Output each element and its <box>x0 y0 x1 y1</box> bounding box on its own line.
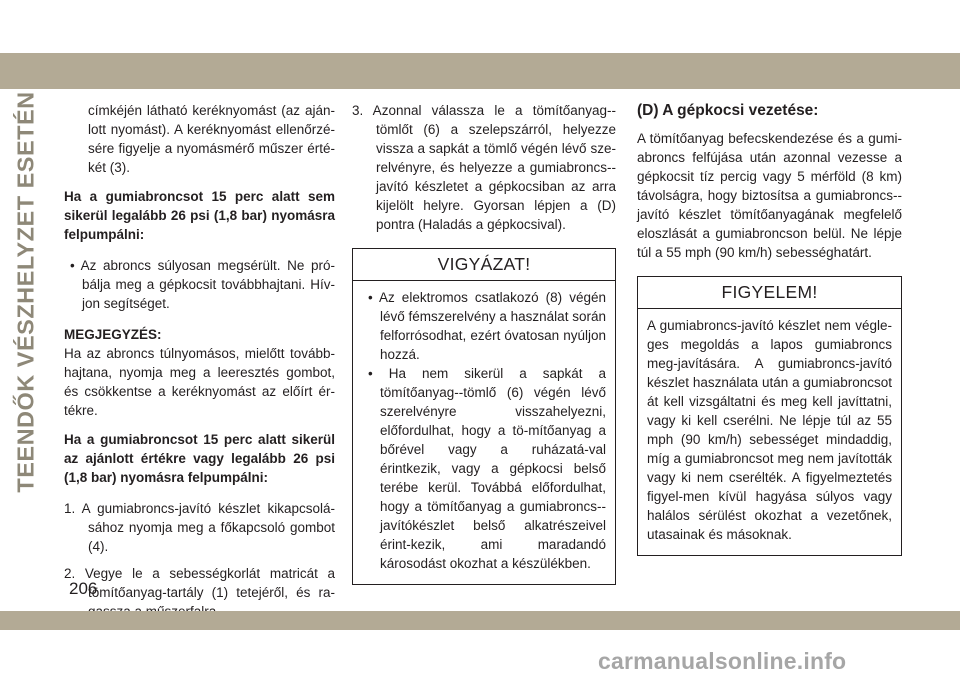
page-number: 206 <box>69 579 98 598</box>
step-1: 1. A gumiabroncs-javító készlet kikapcsolá-sához nyomja meg a főkapcsoló gombot (4). <box>64 501 335 554</box>
bullet-tire-damaged: • Az abroncs súlyosan megsérült. Ne pró-bálja meg a gépkocsit továbbhajtani. Hív-jon segítséget. <box>70 258 335 311</box>
notice-text: A gumiabroncs-javító készlet nem végle-ges megoldás a lapos gumiabroncs meg-javítására. A gumiabroncs-javító készlet használata után a gumiabroncsot át kell vizsgáltatni és meg kell javíttatni, vagy ki kell cserélni. Ne lépje túl az 55 mph (90 km/h) sebességet mindaddig, míg a gumiabroncsot meg nem javították vagy ki nem cserélték. A figyelmeztetés figyel-men kívül hagyása súlyos vagy halálos sérülést okozhat a vezetőnek, utasainak és másoknak. <box>647 318 892 542</box>
warning-bullet-1: • Az elektromos csatlakozó (8) végén lévő fémszerelvény a használat során felforrósodhat, ezért óvatosan nyúljon hozzá. <box>368 290 606 362</box>
header-bar <box>0 0 960 89</box>
step-2: 2. Vegye le a sebességkorlát matricát a tömítőanyag-tartály (1) tetejéről, és ra- <box>64 566 335 600</box>
watermark: carmanualsonline.info <box>598 648 847 674</box>
column-1 <box>64 101 335 621</box>
warning-bullet-2: • Ha nem sikerül a sapkát a tömítőanyag--tömlő (6) végén lévő szerelvényre visszahelyezni, előfordulhat, hogy a tö-mítőanyag a bőrével vagy a ruházatá-val érintkezik, vagy a gépkocsi belső terébe kerül. Továbbá előfordulhat, hogy a tömítőanyag a gumiabroncs--javítókészlet belső alkatrészeivel érint-kezik, ami maradandó károsodást okozhat a készülékben. <box>368 366 606 571</box>
subheading-not-inflated: Ha a gumiabroncsot 15 perc alatt sem sikerül legalább 26 psi (1,8 bar) nyomásra felpumpálni: <box>64 189 335 242</box>
warning-box <box>352 248 616 585</box>
notice-box <box>637 276 902 556</box>
section-title: TEENDŐK VÉSZHELYZET ESETÉN <box>12 91 39 493</box>
warning-title: VIGYÁZAT! <box>353 249 615 281</box>
column-2 <box>352 101 616 585</box>
header-band <box>0 53 960 89</box>
note-text: Ha az abroncs túlnyomásos, mielőtt tovább-hajtana, nyomja meg a leeresztés gombot, és csökkentse a keréknyomást az előírt ér-tékre. <box>64 346 335 418</box>
driving-paragraph: A tömítőanyag befecskendezése és a gumi-abroncs felfújása után azonnal vezesse a gépkocsit tíz percig vagy 5 mérföld (8 km) távolságra, hogy biztosítsa a gumiabroncs--javító készlet tömítőanyagának megfelelő eloszlását a gumiabroncson belül. Ne lépje túl a 55 mph (90 km/h) sebességhatárt. <box>637 131 902 260</box>
subheading-inflated: Ha a gumiabroncsot 15 perc alatt sikerül az ajánlott értékre vagy legalább 26 psi (1,8 bar) nyomásra felpumpálni: <box>64 432 335 485</box>
notice-body <box>638 309 901 555</box>
warning-body <box>353 281 615 584</box>
notice-title: FIGYELEM! <box>638 277 901 309</box>
step-3: 3. Azonnal válassza le a tömítőanyag--tömlőt (6) a szelepszárról, helyezze vissza a sapkát a tömlő végén lévő sze-relvényre, és helyezze a gumiabroncs--javító készletet a gépkocsiban az arra kijelölt helyre. Gyorsan lépjen a (D) pontra (Haladás a gépkocsival). <box>352 103 616 232</box>
column-3 <box>637 101 902 556</box>
note-title: MEGJEGYZÉS: <box>64 327 162 342</box>
paragraph-continuation: címkéjén látható keréknyomást (az aján-lott nyomást). A keréknyomást ellenőrzé-sére figyelje a nyomásmérő műszer érté-két (3). <box>88 103 335 175</box>
section-heading-driving: (D) A gépkocsi vezetése: <box>637 102 819 119</box>
section-side-tab <box>0 92 52 492</box>
footer-bar <box>0 611 960 630</box>
